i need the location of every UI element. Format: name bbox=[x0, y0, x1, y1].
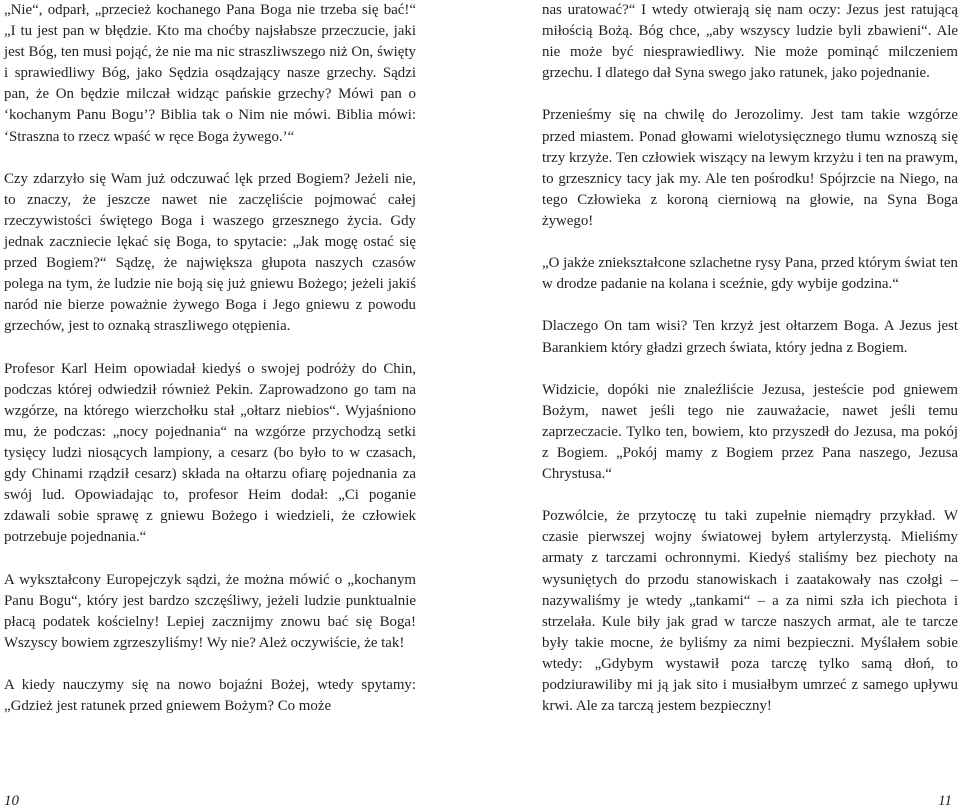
left-paragraph: A wykształcony Europejczyk sądzi, że można mówić o „kochanym Panu Bogu“, który jest bardzo szczęśliwy, jeżeli ludzie punktualnie płacą podatek kościelny! Lepiej zacznijmy znowu bać się Boga! Wszyscy bowiem zgrzeszyliśmy! Wy nie? Ależ oczywiście, że tak! bbox=[4, 571, 416, 651]
right-paragraph: Dlaczego On tam wisi? Ten krzyż jest ołtarzem Boga. A Jezus jest Barankiem który gładzi grzech świata, który jedna z Bogiem. bbox=[542, 318, 958, 356]
left-paragraph: Profesor Karl Heim opowiadał kiedyś o swojej podróży do Chin, podczas której odwiedził również Pekin. Zaprowadzono go tam na wzgórze, na którego wierzchołku stał „ołtarz niebios“. Wyjaśniono mu, że podczas: „nocy pojednania“ na wzgórze przychodzą setki tysięcy ludzi niosących lampiony, a cesarz (bo było to w czasach, gdy Chinami rządził cesarz) składa na ołtarzu ofiarę pojednania za swój lud. Opowiadając to, profesor Heim dodał: „Ci poganie zdawali sobie sprawę z gniewu Bożego i wiedzieli, że człowiek potrzebuje pojednania.“ bbox=[4, 360, 416, 546]
right-page-column bbox=[542, 0, 958, 717]
left-paragraph: A kiedy nauczymy się na nowo bojaźni Bożej, wtedy spytamy: „Gdzież jest ratunek przed gniewem Bożym? Co może bbox=[4, 677, 416, 715]
right-paragraph: nas uratować?“ I wtedy otwierają się nam oczy: Jezus jest ratującą miłością Bożą. Bóg chce, „aby wszyscy ludzie byli zbawieni“. Ale nie może być niesprawiedliwy. Nie może pominąć milczeniem grzechu. I dlatego dał Syna swego jako ratunek, jako pojednanie. bbox=[542, 2, 958, 82]
left-paragraph: Czy zdarzyło się Wam już odczuwać lęk przed Bogiem? Jeżeli nie, to znaczy, że jeszcze nawet nie zaczęliście pojmować całej rzeczywistości świętego Boga i waszego grzesznego życia. Gdy jednak zaczniecie lękać się Boga, to spytacie: „Jak mogę ostać się przed Bogiem?“ Sądzę, że największa głupota naszych czasów polega na tym, że ludzie nie boją się już gniewu Bożego; jeżeli jakiś naród nie bierze poważnie żywego Boga i Jego gniewu z powodu grzechów, jest to oznaką straszliwego otępienia. bbox=[4, 170, 416, 335]
right-paragraph: Widzicie, dopóki nie znaleźliście Jezusa, jesteście pod gniewem Bożym, nawet jeśli tego nie zauważacie, nawet jeśli temu zaprzeczacie. Tylko ten, bowiem, kto przyszedł do Jezusa, ma pokój z Bogiem. „Pokój mamy z Bogiem przez Pana naszego, Jezusa Chrystusa.“ bbox=[542, 381, 958, 483]
left-paragraph: „Nie“, odparł, „przecież kochanego Pana Boga nie trzeba się bać!“ „I tu jest pan w błędzie. Kto ma choćby najsłabsze przeczucie, jaki jest Bóg, ten musi pojąć, że nie ma nic straszliwszego niż On, święty i sprawiedliwy Bóg, jako Sędzia osądzający nasze grzechy. Sądzi pan, że On będzie milczał widząc pańskie grzechy? Mówi pan o ‘kochanym Panu Bogu’? Biblia tak o Nim nie mówi. Biblia mówi: ‘Straszna to rzecz wpaść w ręce Boga żywego.’“ bbox=[4, 2, 416, 145]
right-page-number: 11 bbox=[938, 793, 952, 809]
left-page-column bbox=[4, 0, 416, 717]
left-page-number: 10 bbox=[4, 793, 19, 809]
right-paragraph: „O jakże zniekształcone szlachetne rysy Pana, przed którym świat ten w drodze padanie na kolana i sceźnie, gdy wybije godzina.“ bbox=[542, 255, 958, 293]
right-paragraph: Przenieśmy się na chwilę do Jerozolimy. Jest tam takie wzgórze przed miastem. Ponad głowami wielotysięcznego tłumu wznoszą się trzy krzyże. Ten człowiek wiszący na lewym krzyżu i ten na prawym, to grzesznicy tacy jak my. Ale ten pośrodku! Spójrzcie na Niego, na tego Człowieka z koroną cierniową na głowie, na Syna Boga żywego! bbox=[542, 107, 958, 229]
right-paragraph: Pozwólcie, że przytoczę tu taki zupełnie niemądry przykład. W czasie pierwszej wojny światowej byłem artylerzystą. Mieliśmy armaty z tarczami ochronnymi. Kiedyś staliśmy bez piechoty na wysuniętych do przodu stanowiskach i zaatakowały nas czołgi – nazywaliśmy je wtedy „tankami“ – a za nimi szła ich piechota i strzelała. Kule biły jak grad w tarcze naszych armat, ale te tarcze były takie mocne, że byliśmy za nimi bezpieczni. Myślałem sobie wtedy: „Gdybym wystawił poza tarczę tylko samą dłoń, to podziurawiliby mi ją jak sito i musiałbym umrzeć z samego upływu krwi. Ale za tarczą jestem bezpieczny! bbox=[542, 508, 958, 715]
